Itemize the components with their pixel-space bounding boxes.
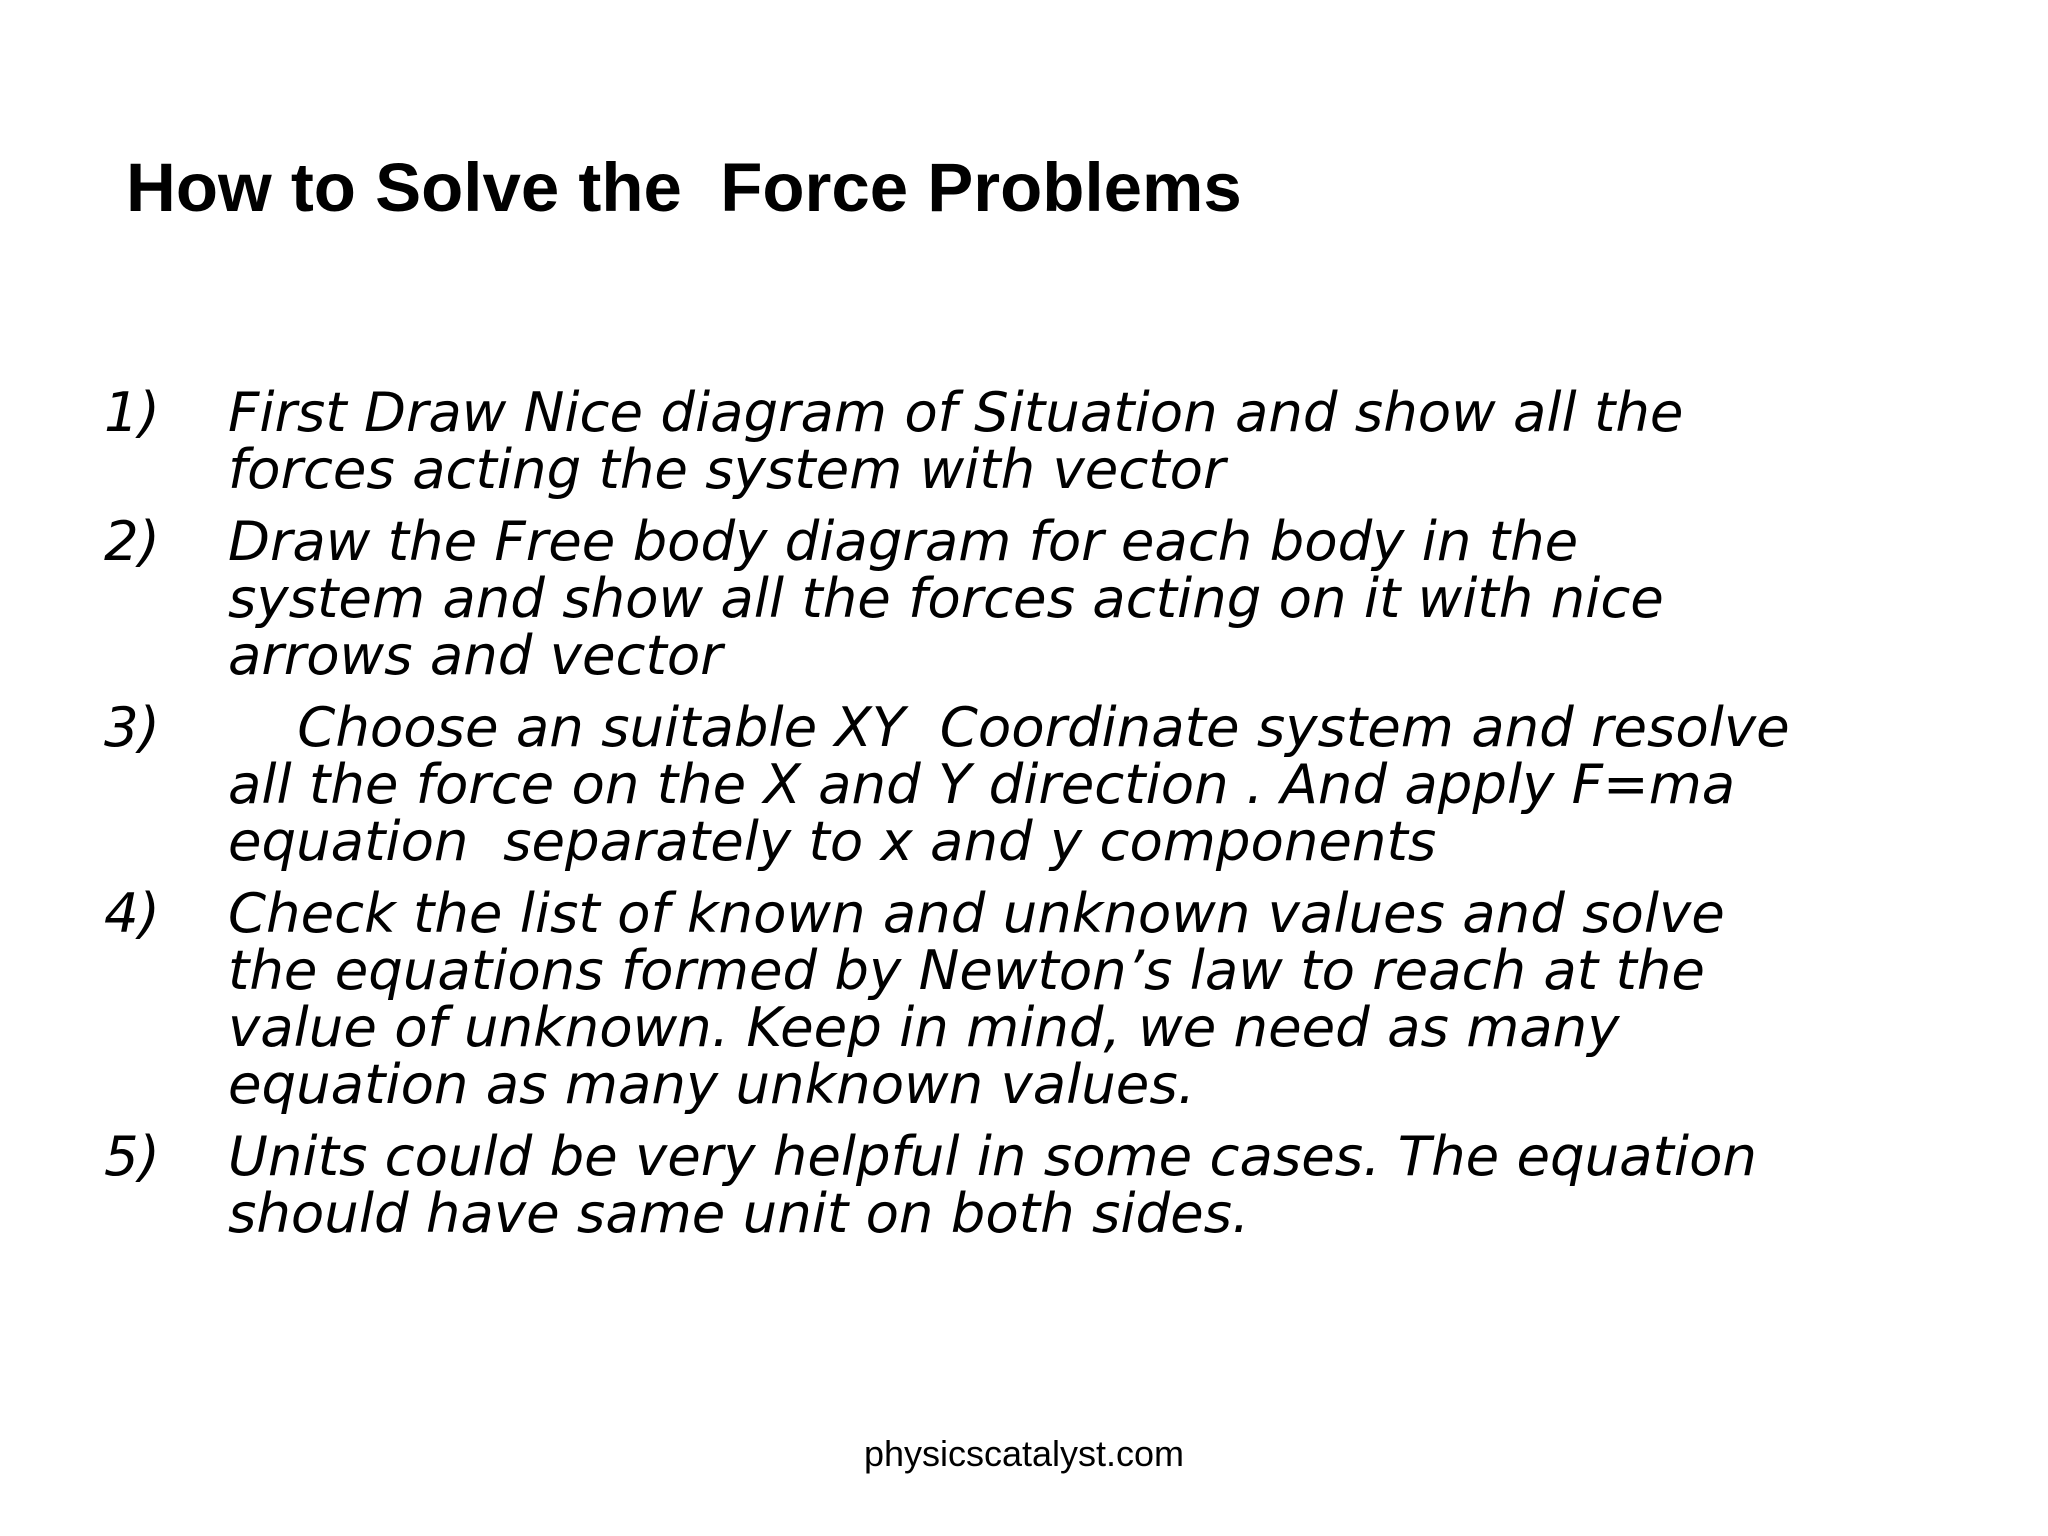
slide-title: How to Solve the Force Problems bbox=[126, 149, 1242, 226]
step-text: First Draw Nice diagram of Situation and show all the forces acting the system with vector bbox=[228, 380, 1684, 501]
step-number: 3) bbox=[104, 695, 160, 759]
steps-list bbox=[104, 380, 1944, 1257]
step-item bbox=[104, 695, 1944, 873]
step-item bbox=[104, 380, 1944, 501]
step-item bbox=[104, 881, 1944, 1116]
step-number: 1) bbox=[104, 380, 160, 444]
step-item bbox=[104, 1124, 1944, 1245]
step-text: Check the list of known and unknown values and solve the equations formed by Newton’s law to reach at the value of unknown. Keep in mind, we need as many equation as many unknown values. bbox=[228, 881, 1725, 1116]
step-number: 5) bbox=[104, 1124, 160, 1188]
step-text: Draw the Free body diagram for each body in the system and show all the forces acting on it with nice arrows and vector bbox=[228, 509, 1664, 687]
step-item bbox=[104, 509, 1944, 687]
step-number: 2) bbox=[104, 509, 160, 573]
step-text: Units could be very helpful in some cases. The equation should have same unit on both sides. bbox=[228, 1124, 1757, 1245]
step-number: 4) bbox=[104, 881, 160, 945]
step-text: Choose an suitable XY Coordinate system and resolve all the force on the X and Y direction . And apply F=ma equation separately to x and y components bbox=[228, 695, 1790, 873]
footer-site: physicscatalyst.com bbox=[863, 1433, 1185, 1474]
